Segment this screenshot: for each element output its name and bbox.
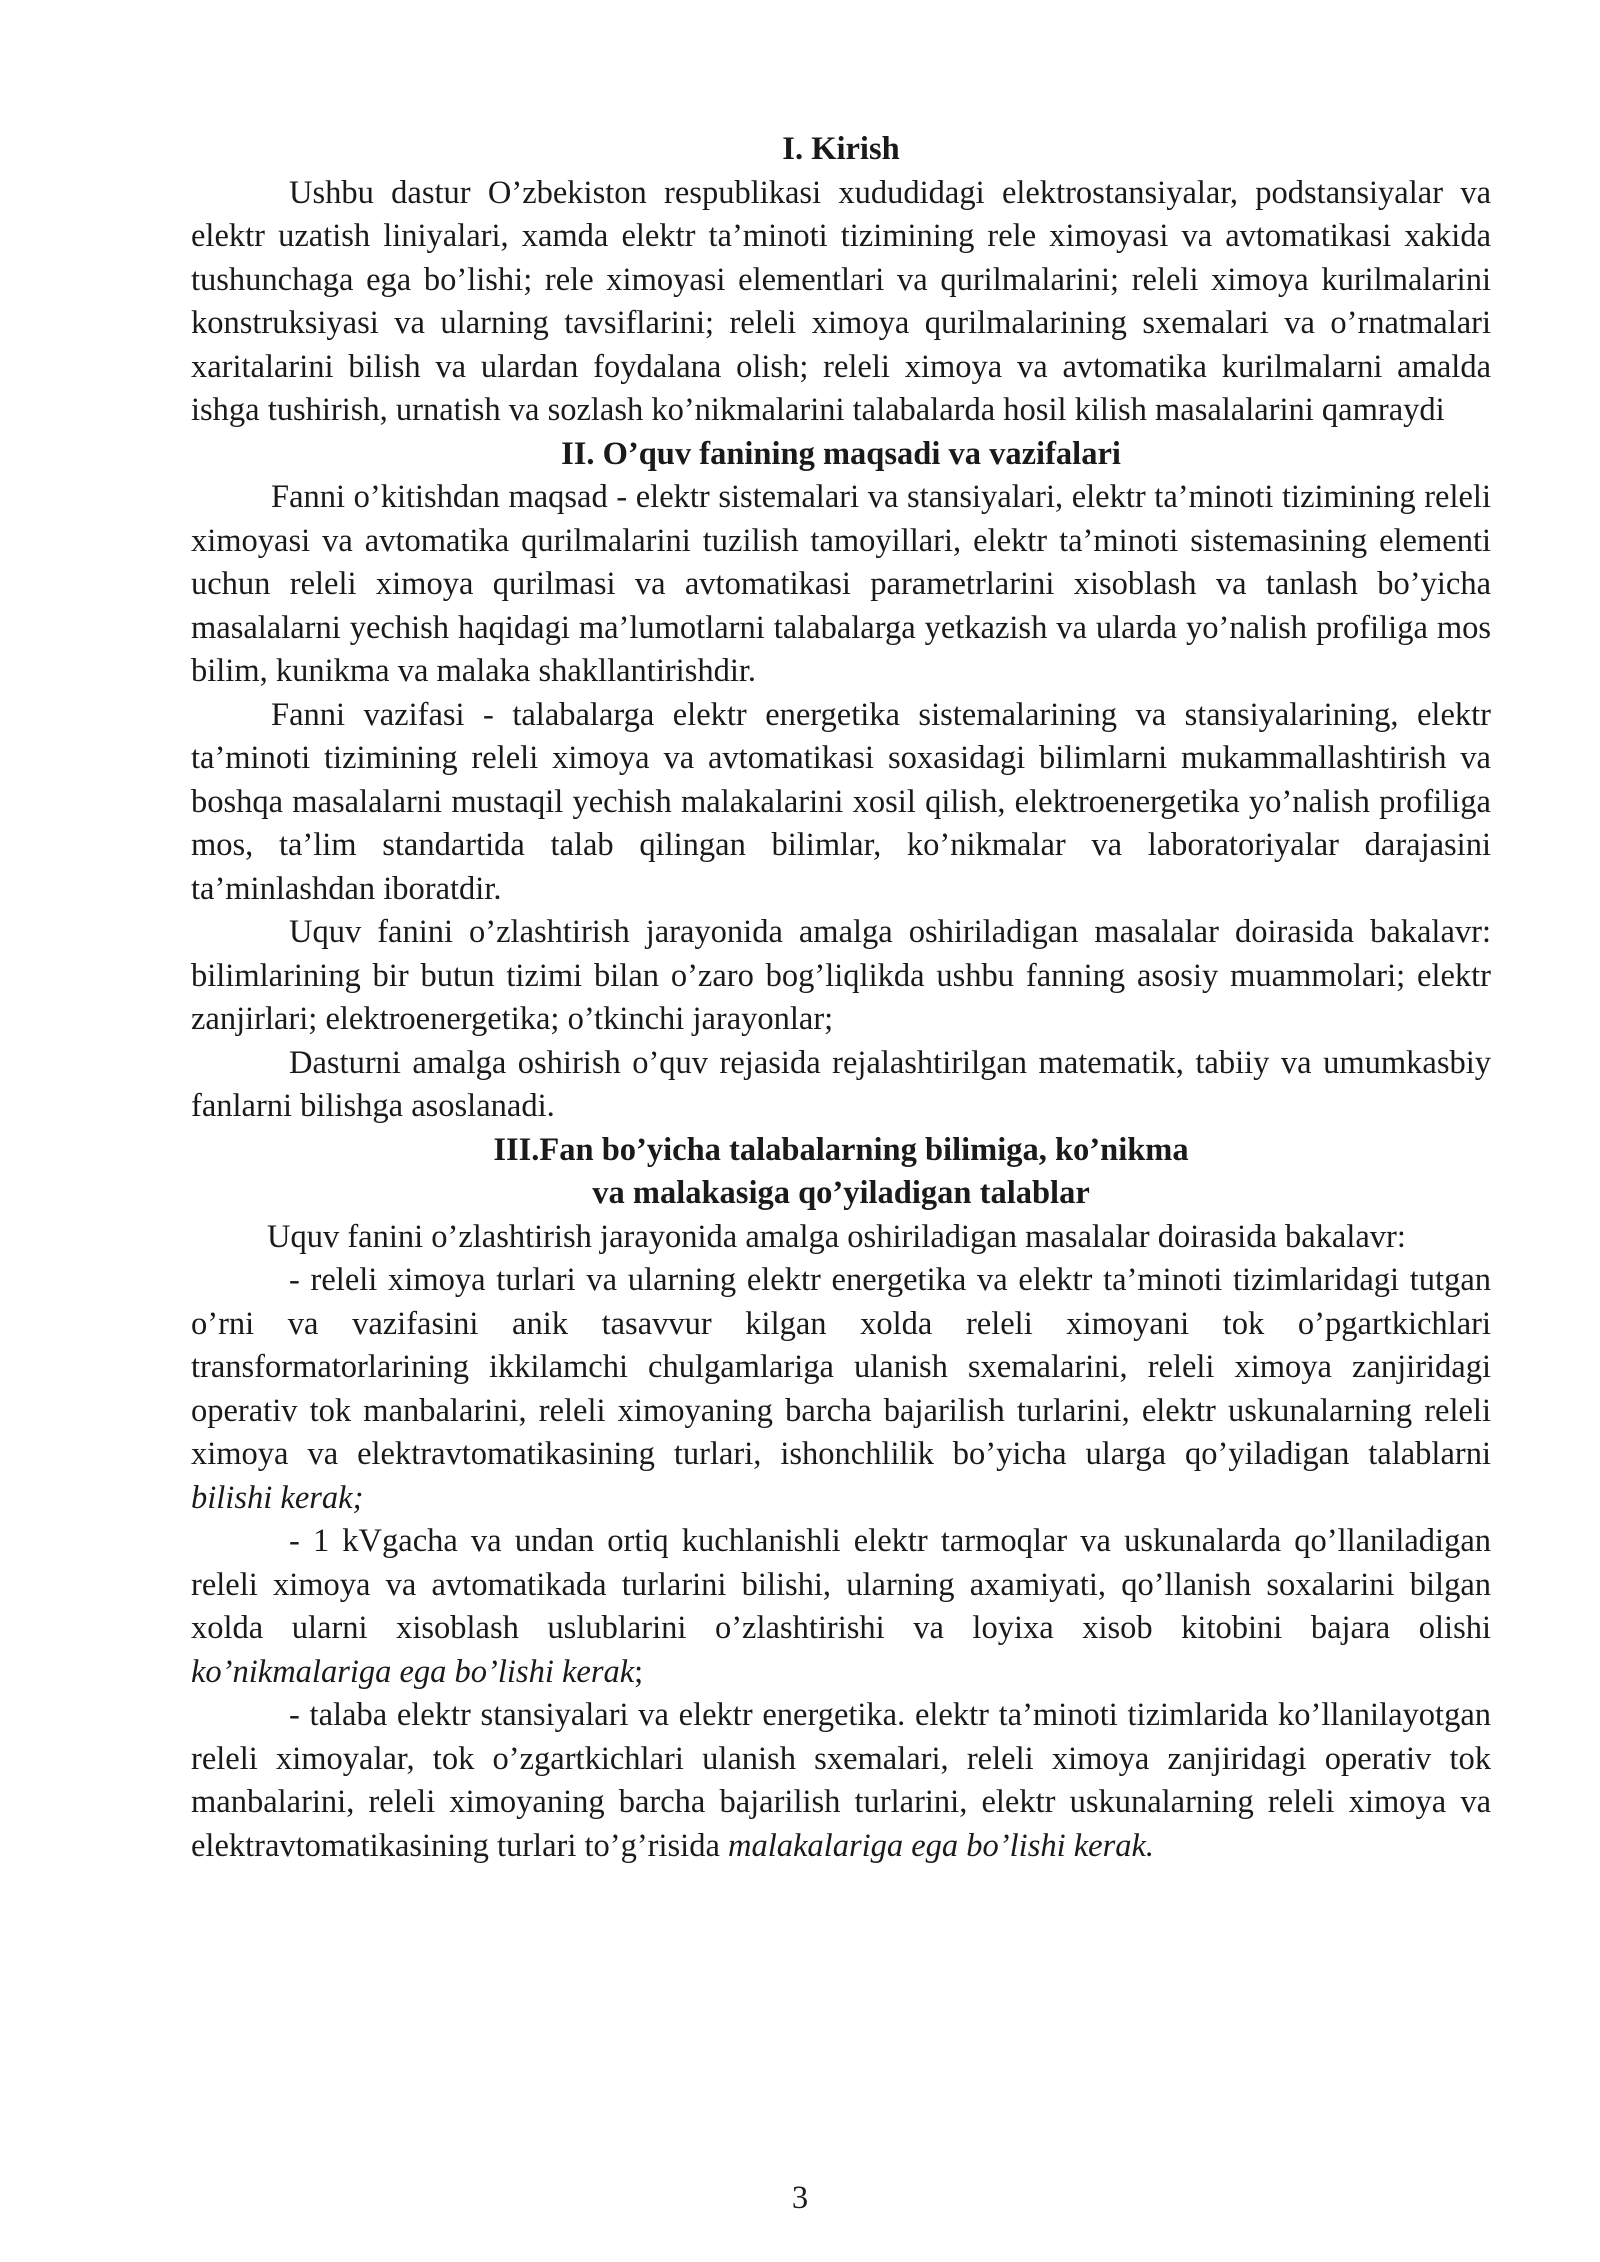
- requirement-emphasis: bilishi kerak;: [191, 1479, 364, 1516]
- section-heading-maqsad: II. O’quv fanining maqsadi va vazifalari: [561, 435, 1121, 472]
- requirement-emphasis: malakalariga ega bo’lishi kerak.: [728, 1827, 1155, 1864]
- section-heading-talablar-line2: va malakasiga qo’yiladigan talablar: [592, 1175, 1090, 1211]
- section-heading-kirish: I. Kirish: [782, 131, 900, 167]
- requirement-text: - 1 kVgacha va undan ortiq kuchlanishli elektr tarmoqlar va uskunalarda qo’llaniladigan releli ximoya va avtomatikada turlarini bilishi, ularning axamiyati, qo’llanish soxalarini bilgan xolda ularni xisoblash uslublarini o’zlashtirishi va loyixa xisob kitobini bajara olishi: [191, 1523, 1491, 1646]
- paragraph-intro: Ushbu dastur O’zbekiston respublikasi xududidagi elektrostansiyalar, podstansiyalar va elektr uzatish liniyalari, xamda elektr ta’minoti tizimining rele ximoyasi va avtomatikasi xakida tushunchaga ega bo’lishi; rele ximoyasi elementlari va qurilmalarini; releli ximoya kurilmalarini konstruksiyasi va ularning tavsiflarini; releli ximoya qurilmalarining sxemalari va o’rnatmalari xaritalarini bilish va ulardan foydalana olish; releli ximoya va avtomatika kurilmalarni amalda ishga tushirish, urnatish va sozlash ko’nikmalarini talabalarda hosil kilish masalalarini qamraydi: [191, 174, 1491, 428]
- requirement-item-malaka: [191, 1694, 1491, 1868]
- paragraph-bakalavr-bilim: Uquv fanini o’zlashtirish jarayonida amalga oshiriladigan masalalar doirasida bakalavr: bilimlarining bir butun tizimi bilan o’zaro bog’liqlikda ushbu fanning asosiy muammolari; elektr zanjirlari; elektroenergetika; o’tkinchi jarayonlar;: [191, 914, 1491, 1037]
- paragraph-bakalavr-intro: Uquv fanini o’zlashtirish jarayonida amalga oshiriladigan masalalar doirasida bakalavr:: [267, 1218, 1406, 1255]
- document-page: [191, 128, 1491, 1868]
- paragraph-dastur-asos: Dasturni amalga oshirish o’quv rejasida rejalashtirilgan matematik, tabiiy va umumkasbiy fanlarni bilishga asoslanadi.: [191, 1044, 1491, 1124]
- requirement-item-konikma: [191, 1520, 1491, 1694]
- page-number: 3: [791, 2180, 809, 2216]
- paragraph-maqsad: Fanni o’kitishdan maqsad - elektr sistemalari va stansiyalari, elektr ta’minoti tizimining releli ximoyasi va avtomatika qurilmalarini tuzilish tamoyillari, elektr ta’minoti sistemasining elementi uchun releli ximoya qurilmasi va avtomatikasi parametrlarini xisoblash va tanlash bo’yicha masalalarni yechish haqidagi ma’lumotlarni talabalarga yetkazish va ularda yo’nalish profiliga mos bilim, kunikma va malaka shakllantirishdir.: [191, 479, 1491, 689]
- requirement-text: - releli ximoya turlari va ularning elektr energetika va elektr ta’minoti tizimlaridagi tutgan o’rni va vazifasini anik tasavvur kilgan xolda releli ximoyani tok o’pgartkichlari transformatorlarining ikkilamchi chulgamlariga ulanish sxemalarini, releli ximoya zanjiridagi operativ tok manbalarini, releli ximoyaning barcha bajarilish turlarini, elektr uskunalarning releli ximoya va elektravtomatikasining turlari, ishonchlilik bo’yicha ularga qo’yiladigan talablarni: [191, 1262, 1491, 1472]
- section-heading-talablar-line1: III.Fan bo’yicha talabalarning bilimiga, ko’nikma: [493, 1131, 1189, 1168]
- requirement-emphasis: ko’nikmalariga ega bo’lishi kerak: [191, 1653, 635, 1690]
- paragraph-vazifa: Fanni vazifasi - talabalarga elektr energetika sistemalarining va stansiyalarining, elektr ta’minoti tizimining releli ximoya va avtomatikasi soxasidagi bilimlarni mukammallashtirish va boshqa masalalarni mustaqil yechish malakalarini xosil qilish, elektroenergetika yo’nalish profiliga mos, ta’lim standartida talab qilingan bilimlar, ko’nikmalar va laboratoriyalar darajasini ta’minlashdan iboratdir.: [191, 696, 1491, 907]
- requirement-text: - talaba elektr stansiyalari va elektr energetika. elektr ta’minoti tizimlarida ko’llanilayotgan releli ximoyalar, tok o’zgartkichlari ulanish sxemalari, releli ximoya zanjiridagi operativ tok manbalarini, releli ximoyaning barcha bajarilish turlarini, elektr uskunalarning releli ximoya va elektravtomatikasining turlari to’g’risida: [191, 1697, 1491, 1864]
- requirement-item-bilishi: [191, 1259, 1491, 1520]
- requirement-tail: ;: [634, 1653, 644, 1690]
